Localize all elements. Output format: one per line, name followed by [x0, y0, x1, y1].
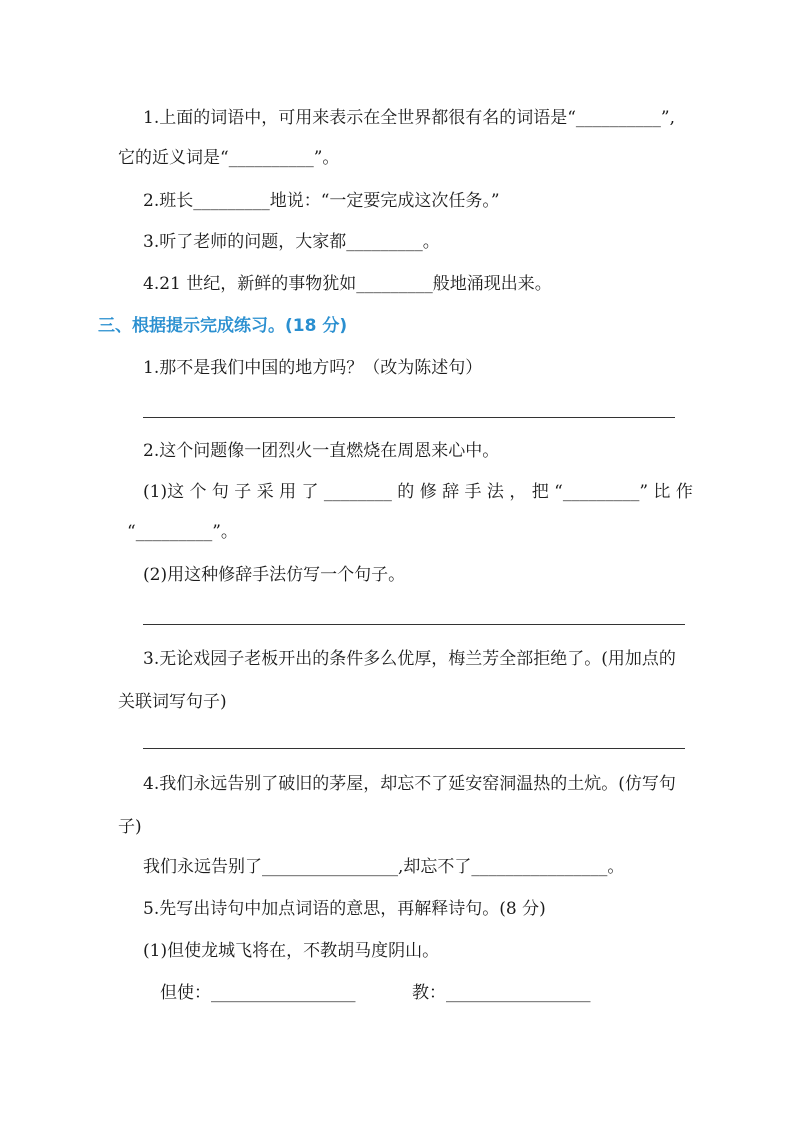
- question-3-2-1-line-2: “_________”。: [127, 522, 238, 542]
- question-2-1-line-2: 它的近义词是“__________”。: [118, 148, 340, 168]
- blank-jiao: 教：_________________: [412, 983, 591, 1003]
- question-3-4-line-1: 4.我们永远告别了破旧的茅屋，却忘不了延安窑洞温热的土炕。(仿写句: [143, 774, 676, 794]
- section-3-title: 三、根据提示完成练习。(18 分): [98, 316, 348, 336]
- question-3-3-line-1: 3.无论戏园子老板开出的条件多么优厚，梅兰芳全部拒绝了。(用加点的: [143, 649, 676, 669]
- question-3-5-1: (1)但使龙城飞将在，不教胡马度阴山。: [143, 941, 440, 961]
- answer-line-3-3[interactable]: [143, 748, 685, 749]
- question-2-1-line-1: 1.上面的词语中，可用来表示在全世界都很有名的词语是“__________”,: [143, 108, 676, 128]
- question-3-2-1-line-1: (1)这 个 句 子 采 用 了 ________ 的 修 辞 手 法 ， 把 “_________” 比 作: [143, 482, 693, 502]
- answer-line-3-1[interactable]: [143, 417, 675, 418]
- question-2-3: 3.听了老师的问题，大家都_________。: [143, 232, 440, 252]
- question-3-4-line-2: 子): [118, 817, 142, 837]
- question-3-1: 1.那不是我们中国的地方吗？（改为陈述句）: [143, 358, 483, 378]
- question-3-3-line-2: 关联词写句子): [118, 692, 227, 712]
- question-2-2: 2.班长_________地说：“一定要完成这次任务。”: [143, 191, 500, 211]
- question-3-4-fill: 我们永远告别了________________,却忘不了________________。: [143, 857, 625, 877]
- question-3-2-2: (2)用这种修辞手法仿写一个句子。: [143, 565, 406, 585]
- answer-line-3-2-2[interactable]: [143, 624, 685, 625]
- question-3-5: 5.先写出诗句中加点词语的意思，再解释诗句。(8 分): [143, 899, 546, 919]
- question-3-2: 2.这个问题像一团烈火一直燃烧在周恩来心中。: [143, 441, 500, 461]
- blank-dan-shi: 但使：_________________: [160, 983, 356, 1003]
- question-2-4: 4.21 世纪，新鲜的事物犹如_________般地涌现出来。: [143, 274, 552, 294]
